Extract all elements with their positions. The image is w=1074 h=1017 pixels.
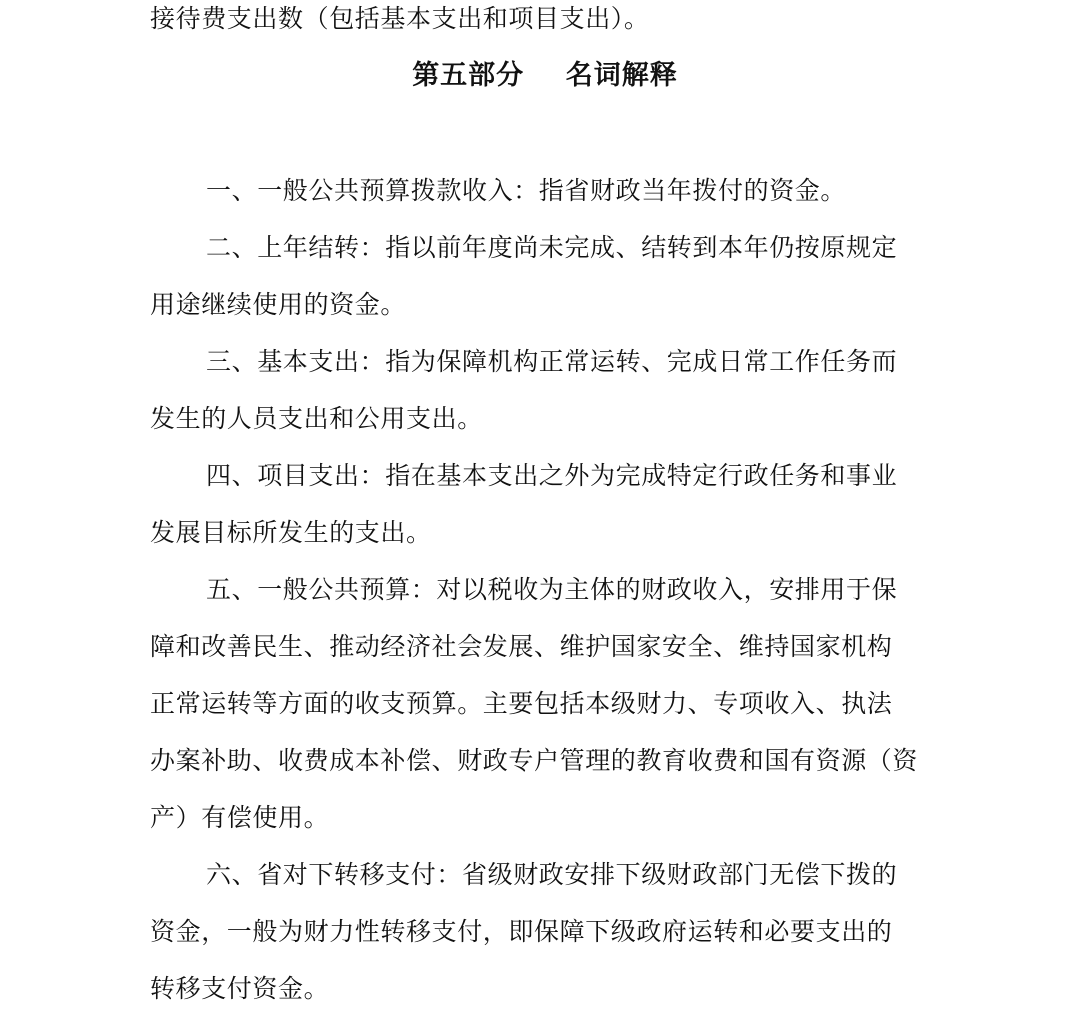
opening-line: 接待费支出数（包括基本支出和项目支出）。 bbox=[150, 4, 650, 33]
paragraph-line: 障和改善民生、推动经济社会发展、维护国家安全、维持国家机构 bbox=[150, 632, 893, 661]
paragraph-line: 一、一般公共预算拨款收入：指省财政当年拨付的资金。 bbox=[206, 176, 847, 205]
paragraph-line: 用途继续使用的资金。 bbox=[150, 290, 407, 319]
definition-paragraph-1 bbox=[150, 162, 940, 219]
paragraph-line: 办案补助、收费成本补偿、财政专户管理的教育收费和国有资源（资 bbox=[150, 746, 919, 775]
paragraph-line: 发生的人员支出和公用支出。 bbox=[150, 404, 483, 433]
definition-paragraph-6 bbox=[150, 846, 940, 1017]
definition-paragraph-5 bbox=[150, 561, 940, 846]
paragraph-line: 三、基本支出：指为保障机构正常运转、完成日常工作任务而 bbox=[206, 347, 898, 376]
paragraph-line: 产）有偿使用。 bbox=[150, 803, 330, 832]
definition-paragraph-3 bbox=[150, 333, 940, 447]
section-title: 第五部分 名词解释 bbox=[412, 60, 678, 91]
definition-paragraph-4 bbox=[150, 447, 940, 561]
paragraph-line: 五、一般公共预算：对以税收为主体的财政收入，安排用于保 bbox=[206, 575, 898, 604]
paragraph-line: 正常运转等方面的收支预算。主要包括本级财力、专项收入、执法 bbox=[150, 689, 893, 718]
paragraph-line: 转移支付资金。 bbox=[150, 974, 330, 1003]
paragraph-line: 六、省对下转移支付：省级财政安排下级财政部门无偿下拨的 bbox=[206, 860, 898, 889]
paragraph-line: 发展目标所发生的支出。 bbox=[150, 518, 432, 547]
definitions-list bbox=[150, 162, 940, 1017]
paragraph-line: 资金，一般为财力性转移支付，即保障下级政府运转和必要支出的 bbox=[150, 917, 893, 946]
paragraph-line: 二、上年结转：指以前年度尚未完成、结转到本年仍按原规定 bbox=[206, 233, 898, 262]
definition-paragraph-2 bbox=[150, 219, 940, 333]
paragraph-line: 四、项目支出：指在基本支出之外为完成特定行政任务和事业 bbox=[206, 461, 898, 490]
